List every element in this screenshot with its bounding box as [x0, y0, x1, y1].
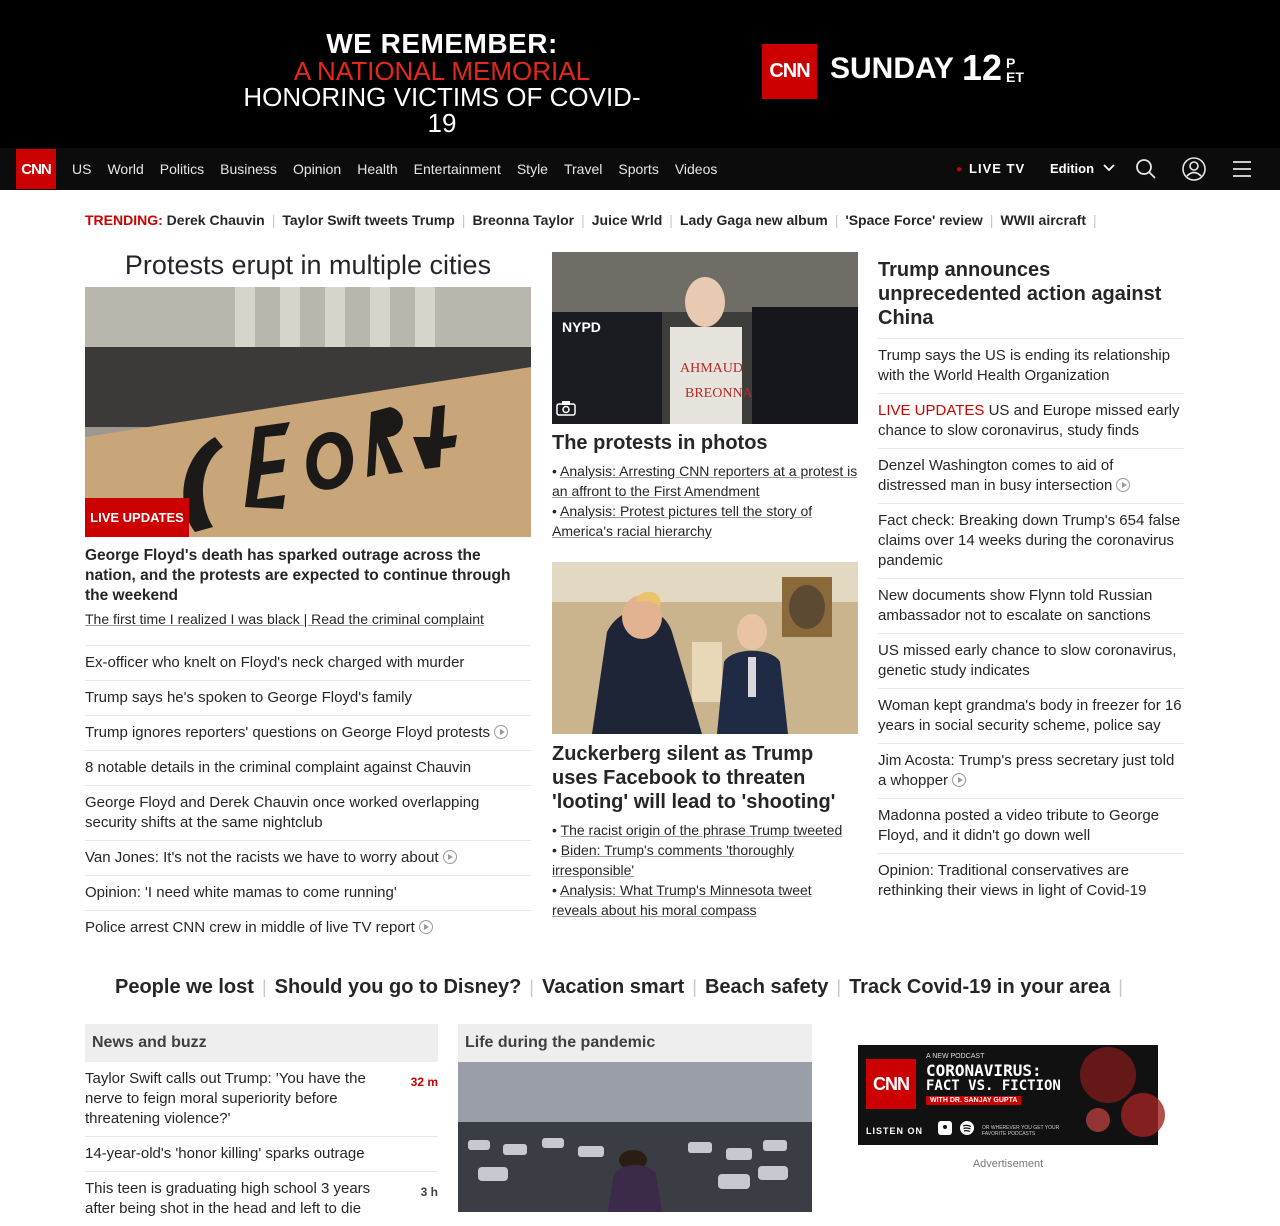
live-updates-label: LIVE UPDATES	[878, 402, 985, 419]
drive-in-image[interactable]	[458, 1062, 812, 1212]
banner-text	[232, 30, 652, 136]
story2-bullet[interactable]: • Analysis: What Trump's Minnesota tweet reveals about his moral compass	[552, 882, 812, 918]
section-links-row: People we lost | Should you go to Disney? | Vacation smart | Beach safety | Track Covid-19 in your area |	[115, 976, 1123, 998]
svg-text:NYPD: NYPD	[562, 319, 601, 335]
nav-link-world[interactable]: World	[107, 161, 144, 177]
live-dot-icon: ●	[956, 164, 964, 175]
nav-link-style[interactable]: Style	[516, 161, 548, 177]
story-link[interactable]: Opinion: Traditional conservatives are rethinking their views in light of Covid-19	[878, 853, 1184, 908]
banner-line-3: HONORING VICTIMS OF COVID-19	[243, 82, 641, 138]
timestamp: 3 h	[420, 1185, 438, 1199]
section-link[interactable]: Track Covid-19 in your area	[849, 976, 1111, 998]
video-play-icon	[952, 773, 966, 787]
story1-bullets	[552, 461, 858, 541]
news-and-buzz-header[interactable]: News and buzz	[85, 1024, 438, 1062]
account-icon[interactable]	[1182, 157, 1206, 181]
main-nav	[0, 148, 1280, 190]
hero-sub-links[interactable]: The first time I realized I was black | Read the criminal complaint	[85, 611, 484, 627]
story-link[interactable]: Woman kept grandma's body in freezer for 16 years in social security scheme, police say	[878, 688, 1184, 743]
protest-photos-image[interactable]	[552, 252, 858, 424]
cnn-logo[interactable]: CNN	[16, 149, 56, 189]
section-link[interactable]: Beach safety	[704, 976, 829, 998]
nav-link-us[interactable]: US	[72, 161, 92, 177]
nav-link-opinion[interactable]: Opinion	[292, 161, 342, 177]
story2-bullet[interactable]: • Biden: Trump's comments 'thoroughly irresponsible'	[552, 842, 795, 878]
banner-line-1: WE REMEMBER:	[326, 28, 558, 59]
banner-time: 12	[962, 47, 1003, 88]
nav-links	[72, 148, 733, 190]
nav-link-business[interactable]: Business	[220, 161, 277, 177]
trending-label: TRENDING:	[85, 212, 163, 228]
zuckerberg-headline[interactable]: Zuckerberg silent as Trump uses Facebook to threaten 'looting' will lead to 'shooting'	[552, 743, 836, 813]
ad-title-2: FACT VS. FICTION	[926, 1078, 1061, 1094]
trending-item[interactable]: Lady Gaga new album	[679, 212, 828, 228]
china-headline[interactable]: Trump announces unprecedented action against China	[878, 259, 1162, 329]
story-link[interactable]: Opinion: 'I need white mamas to come running'	[85, 875, 531, 910]
ad-host: WITH DR. SANJAY GUPTA	[926, 1096, 1021, 1105]
story-link[interactable]: New documents show Flynn told Russian ambassador not to escalate on sanctions	[878, 578, 1184, 633]
ad-listen-on: LISTEN ON	[866, 1126, 924, 1136]
video-play-icon	[419, 920, 433, 934]
nav-link-sports[interactable]: Sports	[618, 161, 659, 177]
story-link[interactable]: Jim Acosta: Trump's press secretary just told a whopper	[878, 743, 1184, 798]
chevron-down-icon	[1103, 163, 1115, 173]
col3-story-list	[878, 338, 1184, 908]
top-banner-ad[interactable]	[0, 0, 1280, 148]
trending-item[interactable]: WWII aircraft	[1000, 212, 1087, 228]
story-link[interactable]: Trump says the US is ending its relationship with the World Health Organization	[878, 347, 1171, 384]
trending-item[interactable]: 'Space Force' review	[845, 212, 983, 228]
buzz-item[interactable]: This teen is graduating high school 3 years after being shot in the head and left to die 3 h	[85, 1171, 438, 1226]
story-link[interactable]: Van Jones: It's not the racists we have to worry about	[85, 840, 531, 875]
nav-link-travel[interactable]: Travel	[563, 161, 603, 177]
svg-text:AHMAUD: AHMAUD	[680, 361, 743, 376]
story-link[interactable]: Denzel Washington comes to aid of distressed man in busy intersection	[878, 448, 1184, 503]
section-link[interactable]: Should you go to Disney?	[274, 976, 522, 998]
advertisement-label: Advertisement	[972, 1158, 1044, 1170]
story-link[interactable]: US missed early chance to slow coronavirus, genetic study indicates	[878, 633, 1184, 688]
live-updates-badge[interactable]: LIVE UPDATES	[85, 498, 189, 537]
ad-fine-print: OR WHEREVER YOU GET YOUR FAVORITE PODCASTS	[982, 1125, 1060, 1137]
trending-item[interactable]: Breonna Taylor	[472, 212, 575, 228]
svg-text:BREONNA: BREONNA	[685, 386, 753, 401]
story-link[interactable]: George Floyd and Derek Chauvin once worked overlapping security shifts at the same nightclub	[85, 785, 531, 840]
story-link[interactable]: Ex-officer who knelt on Floyd's neck charged with murder	[85, 654, 465, 671]
ad-title-1: CORONAVIRUS:	[926, 1061, 1042, 1080]
story-link[interactable]: 8 notable details in the criminal complaint against Chauvin	[85, 750, 531, 785]
trending-item[interactable]: Taylor Swift tweets Trump	[282, 212, 455, 228]
timestamp: 32 m	[410, 1075, 438, 1089]
trending-bar: TRENDING: Derek Chauvin | Taylor Swift tweets Trump | Breonna Taylor | Juice Wrld | Lady Gaga new album | 'Space Force' review | WWII aircraft |	[85, 212, 1097, 228]
story2-bullets	[552, 820, 858, 920]
video-play-icon	[443, 850, 457, 864]
pandemic-header[interactable]: Life during the pandemic	[458, 1024, 812, 1062]
story1-bullet[interactable]: • Analysis: Arresting CNN reporters at a protest is an affront to the First Amendment	[552, 463, 858, 499]
news-and-buzz-list	[85, 1062, 438, 1226]
nav-link-entertainment[interactable]: Entertainment	[413, 161, 501, 177]
camera-icon	[556, 400, 576, 416]
story1-bullet[interactable]: • Analysis: Protest pictures tell the story of America's racial hierarchy	[552, 503, 813, 539]
banner-day: SUNDAY	[830, 52, 954, 85]
ad-kicker: A NEW PODCAST	[926, 1053, 985, 1060]
buzz-item[interactable]: Taylor Swift calls out Trump: 'You have the nerve to feign moral superiority before threatening violence?' 32 m	[85, 1070, 438, 1127]
edition-dropdown[interactable]: Edition	[1050, 161, 1115, 176]
nav-link-health[interactable]: Health	[357, 161, 398, 177]
story2-bullet[interactable]: • The racist origin of the phrase Trump tweeted	[552, 822, 843, 838]
banner-time-zone: P ET	[1006, 55, 1024, 85]
story-link[interactable]: Police arrest CNN crew in middle of live TV report	[85, 910, 531, 945]
podcast-app-icon	[938, 1121, 952, 1135]
trump-zuckerberg-image[interactable]	[552, 562, 858, 734]
protests-photos-headline[interactable]: The protests in photos	[552, 432, 768, 454]
nav-link-videos[interactable]: Videos	[674, 161, 718, 177]
banner-cnn-logo: CNN	[762, 44, 817, 99]
ad-cnn-logo: CNN	[866, 1059, 916, 1109]
buzz-item[interactable]: 14-year-old's 'honor killing' sparks outrage	[85, 1136, 438, 1171]
col1-section-title[interactable]: Protests erupt in multiple cities	[124, 250, 492, 280]
live-tv-link[interactable]: ● LIVE TV	[956, 161, 1026, 176]
story-link[interactable]: Fact check: Breaking down Trump's 654 false claims over 14 weeks during the coronavirus pandemic	[878, 503, 1184, 578]
banner-line-2: A NATIONAL MEMORIAL	[293, 56, 591, 86]
spotify-icon	[960, 1121, 974, 1135]
menu-icon[interactable]	[1230, 157, 1254, 181]
video-play-icon	[494, 725, 508, 739]
trending-item[interactable]: Juice Wrld	[591, 212, 663, 228]
section-link[interactable]: People we lost	[115, 976, 254, 998]
section-link[interactable]: Vacation smart	[541, 976, 685, 998]
story-link[interactable]: LIVE UPDATES US and Europe missed early chance to slow coronavirus, study finds	[878, 393, 1184, 448]
story-link[interactable]: Trump says he's spoken to George Floyd's family	[85, 680, 531, 715]
story-link[interactable]: Madonna posted a video tribute to George Floyd, and it didn't go down well	[878, 798, 1184, 853]
col1-story-list	[85, 645, 531, 945]
hero-headline[interactable]: George Floyd's death has sparked outrage across the nation, and the protests are expected to continue through the weekend	[85, 547, 511, 604]
search-icon[interactable]	[1134, 157, 1158, 181]
podcast-ad[interactable]	[858, 1045, 1158, 1145]
story-link[interactable]: Trump ignores reporters' questions on George Floyd protests	[85, 715, 531, 750]
trending-item[interactable]: Derek Chauvin	[166, 212, 265, 228]
nav-link-politics[interactable]: Politics	[159, 161, 205, 177]
video-play-icon	[1116, 478, 1130, 492]
